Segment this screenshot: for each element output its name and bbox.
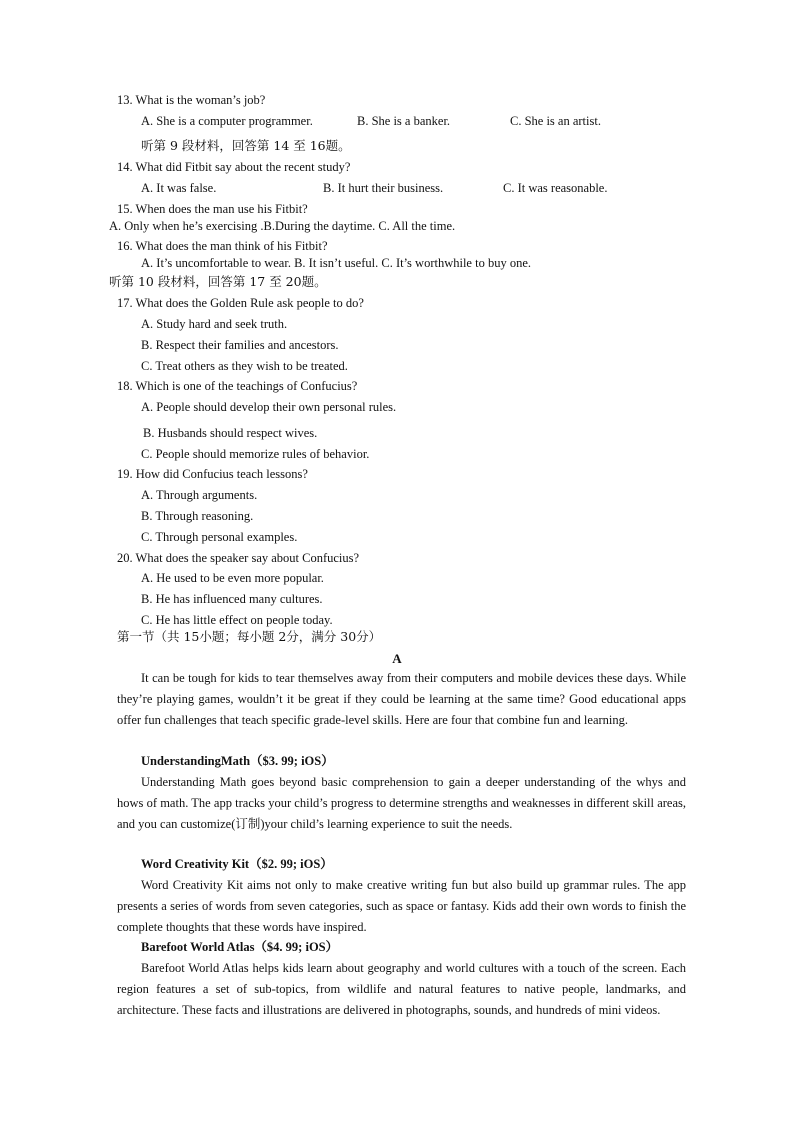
app-3-body: Barefoot World Atlas helps kids learn about geography and world cultures with a touch of the screen. Each region features a set of sub-topics, from wildlife and natural features to native people, landmarks, and architecture. These facts and illustrations are delivered in photographs, sounds, and hundreds of mini videos. xyxy=(117,961,686,1017)
question-19-option-c: C. Through personal examples. xyxy=(141,530,298,544)
passage-intro: It can be tough for kids to tear themselves away from their computers and mobile devices these days. While they’re playing games, wouldn’t it be great if they could be learning at the same time? Good educational apps offer fun challenges that teach specific grade-level skills. Here are four that combine fun and learning. xyxy=(117,671,686,727)
question-16-options: A. It’s uncomfortable to wear. B. It isn’t useful. C. It’s worthwhile to buy one. xyxy=(141,256,531,270)
app-1-title: UnderstandingMath（$3. 99; iOS） xyxy=(141,754,334,768)
question-20-stem: 20. What does the speaker say about Confucius? xyxy=(117,551,360,565)
section-10-instruction: 听第 10 段材料，回答第 17 至 20题。 xyxy=(109,274,327,289)
question-17-stem: 17. What does the Golden Rule ask people to do? xyxy=(117,296,364,310)
question-18-option-b: B. Husbands should respect wives. xyxy=(143,426,318,440)
app-1-body: Understanding Math goes beyond basic comprehension to gain a deeper understanding of the whys and hows of math. The app tracks your child’s progress to determine strengths and weaknesses in different skill areas, and you can customize(订制)your child’s learning experience to suit the needs. xyxy=(117,775,686,831)
question-20-option-a: A. He used to be even more popular. xyxy=(141,571,324,585)
section-heading: 第一节（共 15小题；每小题 2分，满分 30分） xyxy=(117,629,382,644)
question-13-option-c: C. She is an artist. xyxy=(510,114,601,128)
app-2-body: Word Creativity Kit aims not only to make creative writing fun but also build up grammar rules. The app presents a series of words from seven categories, such as space or fantasy. Kids add their own words to finish the complete thoughts that these words have inspired. xyxy=(117,878,686,934)
question-15-stem: 15. When does the man use his Fitbit? xyxy=(117,202,308,216)
question-19-option-a: A. Through arguments. xyxy=(141,488,258,502)
app-2-title: Word Creativity Kit（$2. 99; iOS） xyxy=(141,857,333,871)
question-17-option-c: C. Treat others as they wish to be treated. xyxy=(141,359,348,373)
question-20-option-c: C. He has little effect on people today. xyxy=(141,613,333,627)
section-9-instruction: 听第 9 段材料，回答第 14 至 16题。 xyxy=(141,138,351,153)
question-14-option-a: A. It was false. xyxy=(141,181,217,195)
question-13-stem: 13. What is the woman’s job? xyxy=(117,93,266,107)
question-14-stem: 14. What did Fitbit say about the recent study? xyxy=(117,160,351,174)
question-13-option-b: B. She is a banker. xyxy=(357,114,451,128)
question-17-option-b: B. Respect their families and ancestors. xyxy=(141,338,339,352)
app-3-title: Barefoot World Atlas（$4. 99; iOS） xyxy=(141,940,339,954)
question-20-option-b: B. He has influenced many cultures. xyxy=(141,592,323,606)
question-18-option-c: C. People should memorize rules of behavior. xyxy=(141,447,370,461)
passage-label: A xyxy=(392,651,402,666)
question-17-option-a: A. Study hard and seek truth. xyxy=(141,317,288,331)
question-13-option-a: A. She is a computer programmer. xyxy=(141,114,313,128)
question-14-option-b: B. It hurt their business. xyxy=(323,181,444,195)
question-14-option-c: C. It was reasonable. xyxy=(503,181,608,195)
question-18-stem: 18. Which is one of the teachings of Confucius? xyxy=(117,379,358,393)
question-19-stem: 19. How did Confucius teach lessons? xyxy=(117,467,308,481)
question-15-options: A. Only when he’s exercising .B.During the daytime. C. All the time. xyxy=(109,219,456,233)
question-18-option-a: A. People should develop their own personal rules. xyxy=(141,400,397,414)
question-19-option-b: B. Through reasoning. xyxy=(141,509,254,523)
question-16-stem: 16. What does the man think of his Fitbit? xyxy=(117,239,328,253)
